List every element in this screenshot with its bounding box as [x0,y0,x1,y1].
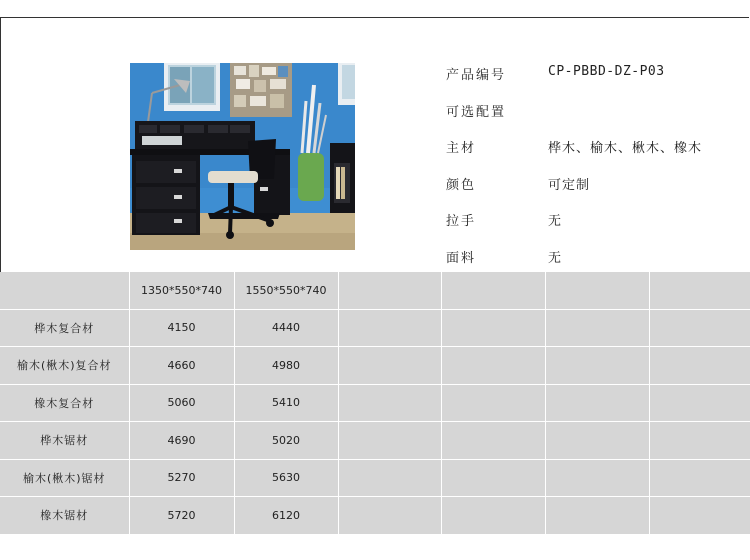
table-row [0,309,750,347]
header-cell: 1350*550*740 [129,272,234,309]
empty-cell [649,309,750,347]
empty-cell [545,384,649,422]
header-cell [441,272,545,309]
info-label: 颜色 [446,177,477,193]
price-cell: 5270 [129,459,234,497]
info-row-color [446,174,736,211]
empty-cell [649,459,750,497]
empty-cell [338,422,441,460]
material-cell: 橡木复合材 [0,384,129,422]
empty-cell [649,347,750,385]
empty-cell [338,309,441,347]
empty-cell [338,347,441,385]
table-row [0,347,750,385]
info-value: 桦木、榆木、楸木、橡木 [548,141,703,157]
header-cell: 1550*550*740 [234,272,338,309]
price-table [0,272,750,535]
empty-cell [649,384,750,422]
info-label: 主材 [446,141,477,157]
price-cell: 4150 [129,309,234,347]
empty-cell [545,347,649,385]
price-cell: 6120 [234,497,338,535]
empty-cell [441,384,545,422]
price-cell: 4980 [234,347,338,385]
info-label: 产品编号 [446,68,507,83]
price-cell: 5720 [129,497,234,535]
empty-cell [338,497,441,535]
empty-cell [545,459,649,497]
info-value: 可定制 [548,177,591,193]
header-cell [649,272,750,309]
empty-cell [441,459,545,497]
info-row-product-code [446,64,736,101]
empty-cell [545,497,649,535]
table-header-row [0,272,750,309]
price-cell: 5630 [234,459,338,497]
desk-photo-illustration [130,63,355,250]
empty-cell [441,347,545,385]
table-row [0,497,750,535]
material-cell: 桦木锯材 [0,422,129,460]
price-cell: 5020 [234,422,338,460]
price-cell: 4690 [129,422,234,460]
empty-cell [441,422,545,460]
product-photo [130,63,355,250]
header-cell [338,272,441,309]
table-row [0,422,750,460]
info-value: 无 [548,250,563,266]
header-cell [0,272,129,309]
empty-cell [649,497,750,535]
info-value: CP-PBBD-DZ-P03 [548,64,665,79]
empty-cell [338,384,441,422]
empty-cell [545,422,649,460]
material-cell: 榆木(楸木)复合材 [0,347,129,385]
price-cell: 5060 [129,384,234,422]
material-cell: 桦木复合材 [0,309,129,347]
empty-cell [441,497,545,535]
empty-cell [441,309,545,347]
empty-cell [338,459,441,497]
table-row [0,459,750,497]
info-row-material [446,137,736,174]
empty-cell [649,422,750,460]
price-cell: 4660 [129,347,234,385]
info-row-handle [446,210,736,247]
info-label: 可选配置 [446,104,507,120]
material-cell: 榆木(楸木)锯材 [0,459,129,497]
info-label: 面料 [446,250,477,266]
info-row-options [446,101,736,138]
empty-cell [545,309,649,347]
product-info [446,64,736,284]
price-cell: 4440 [234,309,338,347]
table-row [0,384,750,422]
info-label: 拉手 [446,214,477,230]
price-cell: 5410 [234,384,338,422]
info-value: 无 [548,214,563,230]
header-cell [545,272,649,309]
material-cell: 橡木锯材 [0,497,129,535]
